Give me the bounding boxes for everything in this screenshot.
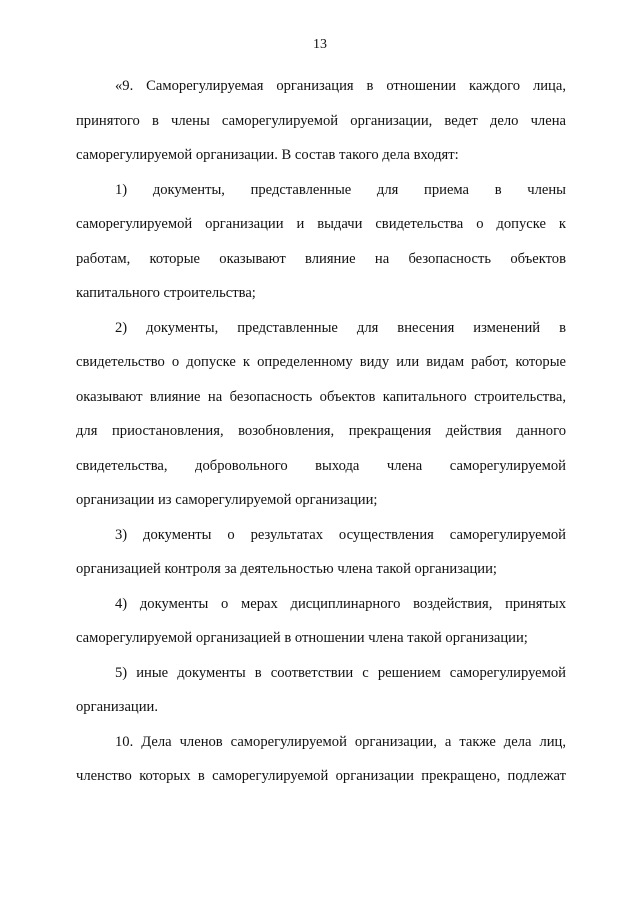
- text-line: 2) документы, представленные для внесения изменений в: [115, 319, 566, 336]
- text-line: членство которых в саморегулируемой организации прекращено, подлежат: [76, 768, 566, 784]
- text-line: организации из саморегулируемой организации;: [76, 492, 378, 508]
- text-line: саморегулируемой организации и выдачи свидетельства о допуске к: [76, 216, 566, 232]
- text-line: саморегулируемой организацией в отношении члена такой организации;: [76, 630, 528, 646]
- text-line: «9. Саморегулируемая организация в отношении каждого лица,: [115, 78, 566, 94]
- text-line: работам, которые оказывают влияние на безопасность объектов: [76, 250, 566, 267]
- text-line: 10. Дела членов саморегулируемой организации, а также дела лиц,: [115, 733, 566, 750]
- text-line: 5) иные документы в соответствии с решением саморегулируемой: [115, 664, 566, 681]
- text-line: свидетельства, добровольного выхода члена саморегулируемой: [76, 457, 566, 474]
- text-line: свидетельство о допуске к определенному виду или видам работ, которые: [76, 354, 566, 370]
- text-line: 4) документы о мерах дисциплинарного воздействия, принятых: [115, 595, 566, 612]
- text-line: для приостановления, возобновления, прекращения действия данного: [76, 423, 566, 439]
- text-line: 3) документы о результатах осуществления саморегулируемой: [115, 526, 566, 543]
- page-number: 13: [313, 37, 327, 52]
- text-line: саморегулируемой организации. В состав такого дела входят:: [76, 147, 459, 163]
- text-line: организацией контроля за деятельностью члена такой организации;: [76, 561, 497, 577]
- text-line: организации.: [76, 699, 158, 715]
- text-line: 1) документы, представленные для приема в члены: [115, 181, 566, 198]
- text-line: оказывают влияние на безопасность объектов капитального строительства,: [76, 388, 566, 405]
- text-line: принятого в члены саморегулируемой организации, ведет дело члена: [76, 112, 566, 129]
- text-line: капитального строительства;: [76, 285, 256, 301]
